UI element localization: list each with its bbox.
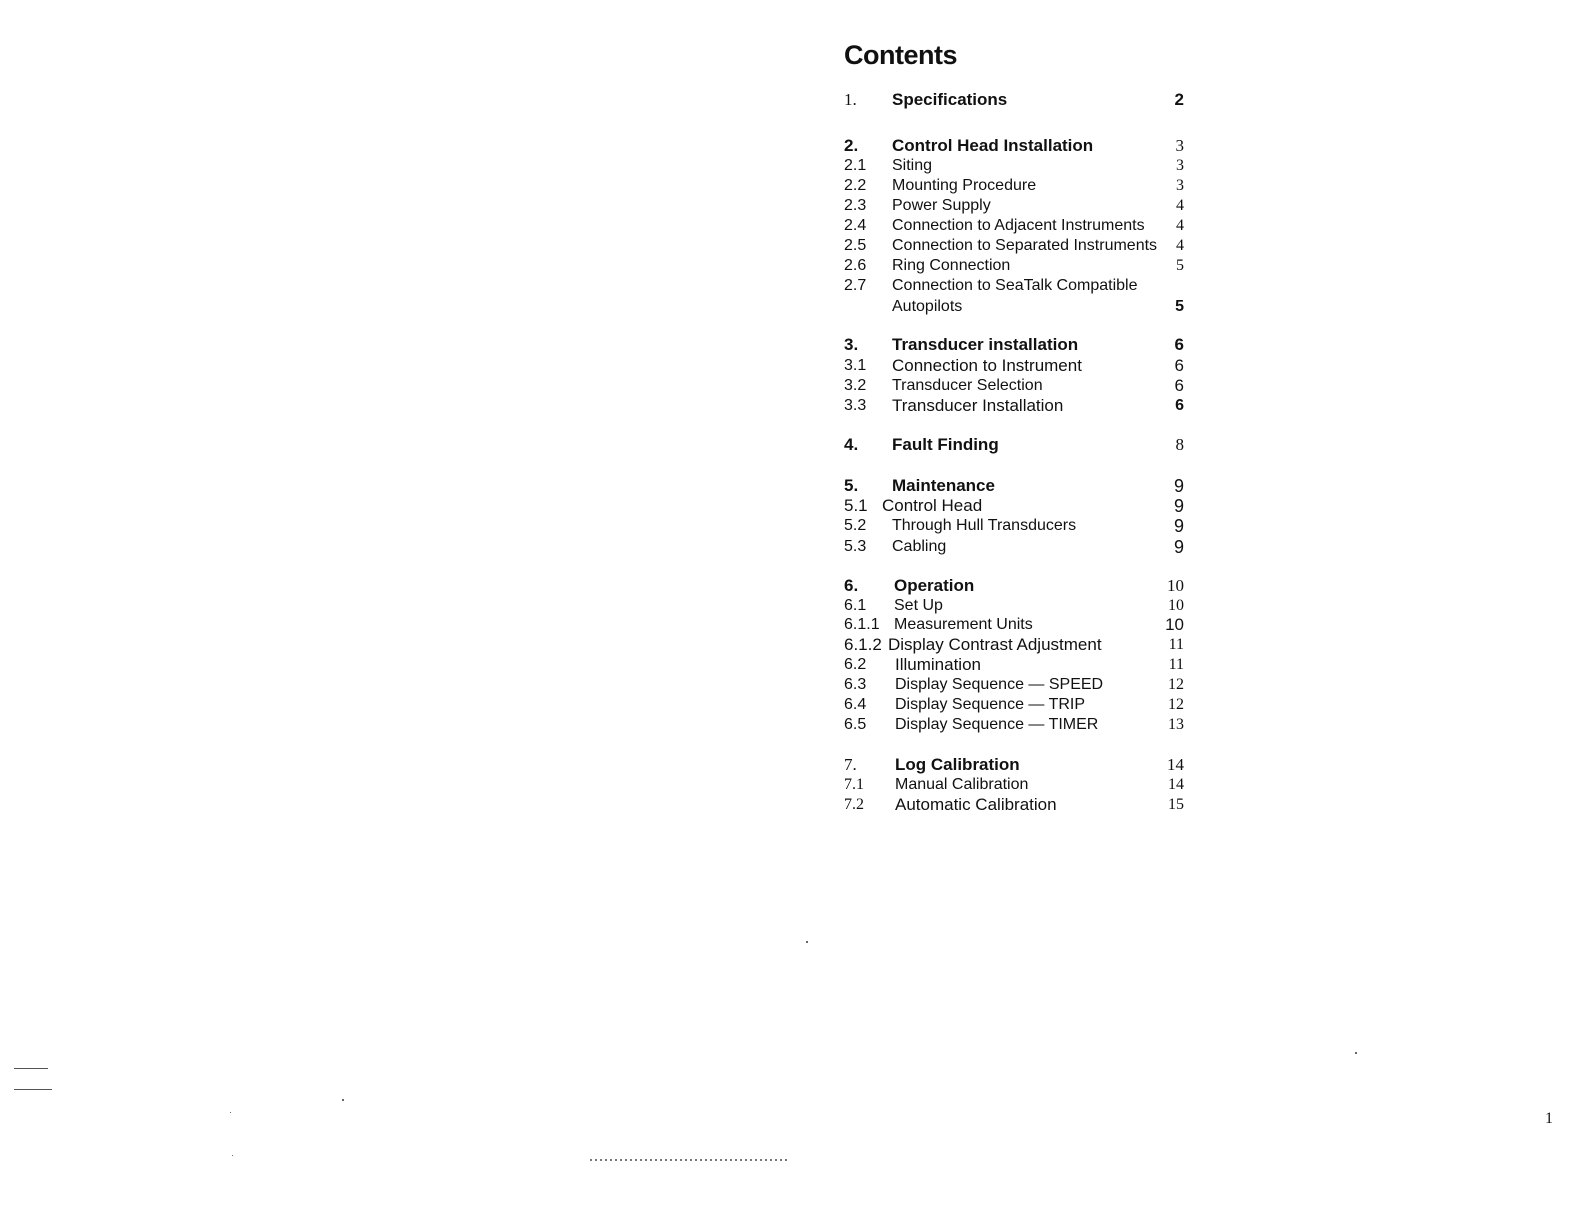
toc-entry-page: 14 [1168,776,1184,793]
toc-entry-page: 10 [1167,576,1184,595]
toc-entry-title: Set Up [894,597,943,614]
toc-entry-title: Automatic Calibration [895,795,1057,814]
toc-entry-title: Connection to SeaTalk Compatible [892,277,1138,294]
toc-entry-seatalk-connection [844,276,1184,296]
toc-entry-connection-to-instrument [844,356,1184,376]
toc-entry-number: 7.2 [844,796,864,813]
toc-entry-title: Operation [894,576,975,595]
toc-entry-title: Mounting Procedure [892,177,1037,194]
toc-entry-control-head [844,496,1184,516]
toc-entry-separated-instruments [844,236,1184,256]
toc-entry-page: 4 [1176,237,1184,254]
toc-entry-title: Fault Finding [892,435,999,454]
toc-entry-title: Transducer Selection [892,377,1043,394]
toc-entry-cabling [844,537,1184,557]
toc-entry-display-sequence-speed [844,675,1184,695]
page-number: 1 [1545,1110,1553,1127]
toc-entry-page: 3 [1176,157,1184,174]
toc-entry-title: Autopilots [892,298,963,315]
toc-entry-title: Transducer Installation [892,396,1064,415]
toc-entry-number: 6.1 [844,597,867,614]
toc-entry-page: 10 [1168,597,1184,614]
toc-entry-number: 2.7 [844,277,867,294]
toc-entry-number: 6.1.2 [844,635,882,654]
toc-entry-title: Cabling [892,538,947,555]
toc-entry-title: Manual Calibration [895,776,1029,793]
toc-entry-ring-connection [844,256,1184,276]
toc-entry-page: 9 [1173,516,1184,536]
toc-entry-title: Display Sequence — SPEED [895,676,1104,693]
toc-entry-fault-finding [844,435,1184,455]
toc-entry-page: 8 [1175,435,1184,454]
toc-entry-number: 6.3 [844,676,867,693]
toc-entry-number: 3. [844,335,859,354]
toc-entry-log-calibration [844,755,1184,775]
toc-entry-page: 9 [1173,476,1184,496]
toc-entry-title: Connection to Adjacent Instruments [892,217,1145,234]
toc-entry-title: Connection to Separated Instruments [892,237,1158,254]
toc-entry-number: 6. [844,576,859,595]
toc-entry-page: 9 [1173,537,1184,557]
toc-entry-number: 7.1 [844,776,864,793]
toc-entry-number: 2.3 [844,197,867,214]
toc-entry-title: Transducer installation [892,335,1079,354]
scan-artifact-dot [342,1099,344,1101]
toc-entry-page: 5 [1175,298,1184,315]
toc-entry-title: Through Hull Transducers [892,517,1077,534]
toc-entry-page: 3 [1176,177,1184,194]
toc-entry-number: 7. [844,755,857,774]
toc-entry-control-head-installation [844,136,1184,156]
toc-entry-title: Log Calibration [895,755,1020,774]
toc-entry-number: 6.4 [844,696,867,713]
toc-entry-page: 4 [1176,217,1184,234]
toc-entry-transducer-installation-section [844,335,1184,355]
scan-artifact-dot [1355,1052,1357,1054]
toc-entry-page: 3 [1175,136,1184,155]
toc-entry-through-hull-transducers [844,516,1184,536]
toc-entry-maintenance [844,476,1184,496]
scan-artifact-line [14,1089,52,1090]
scan-artifact-dot [230,1112,231,1113]
toc-entry-transducer-selection [844,376,1184,396]
toc-entry-number: 3.1 [844,357,867,374]
toc-entry-number: 2.1 [844,157,867,174]
scan-artifact-dot [806,941,808,943]
toc-entry-title: Connection to Instrument [892,356,1082,375]
toc-entry-number: 4. [844,435,859,454]
scan-artifact-strip [590,1159,790,1161]
toc-entry-mounting-procedure [844,176,1184,196]
toc-entry-page: 12 [1168,676,1184,693]
toc-entry-display-sequence-trip [844,695,1184,715]
toc-entry-number: 5.2 [844,517,867,534]
toc-entry-page: 4 [1176,197,1184,214]
toc-entry-number: 2.2 [844,177,867,194]
toc-entry-title: Display Sequence — TIMER [895,716,1099,733]
toc-entry-number: 2. [844,136,859,155]
toc-entry-measurement-units [844,615,1184,635]
toc-entry-manual-calibration [844,775,1184,795]
toc-entry-title: Maintenance [892,476,995,495]
toc-entry-page: 6 [1175,397,1184,414]
toc-entry-page: 5 [1176,257,1184,274]
toc-entry-display-sequence-timer [844,715,1184,735]
toc-entry-page: 14 [1167,755,1184,774]
toc-entry-title: Ring Connection [892,257,1011,274]
toc-entry-number: 5.3 [844,538,867,555]
toc-entry-number: 5. [844,476,859,495]
toc-entry-page: 10 [1165,615,1184,634]
toc-entry-page: 9 [1173,496,1184,516]
toc-entry-number: 2.5 [844,237,867,254]
toc-entry-set-up [844,596,1184,616]
toc-entry-title: Control Head [882,496,983,515]
toc-entry-page: 6 [1174,335,1184,354]
toc-entry-title: Display Sequence — TRIP [895,696,1086,713]
toc-entry-adjacent-instruments [844,216,1184,236]
toc-entry-title: Siting [892,157,933,174]
toc-entry-page: 2 [1174,90,1184,109]
toc-entry-page: 11 [1168,656,1184,673]
toc-entry-page: 6 [1174,356,1184,375]
toc-entry-power-supply [844,196,1184,216]
scan-artifact-dot [232,1155,233,1156]
toc-entry-number: 6.5 [844,716,867,733]
toc-entry-title: Control Head Installation [892,136,1094,155]
toc-entry-number: 3.2 [844,377,867,394]
toc-entry-autopilots [844,297,1184,317]
toc-entry-number: 1. [844,90,857,109]
toc-entry-page: 13 [1168,716,1184,733]
toc-entry-number: 6.2 [844,656,867,673]
toc-entry-number: 2.6 [844,257,867,274]
toc-entry-transducer-installation [844,396,1184,416]
toc-entry-page: 15 [1168,796,1184,813]
page-title: Contents [844,40,957,70]
scan-artifact-line [14,1068,48,1069]
toc-entry-specifications [844,90,1184,110]
toc-entry-page: 12 [1168,696,1184,713]
toc-entry-title: Specifications [892,90,1008,109]
toc-entry-number: 2.4 [844,217,867,234]
toc-entry-illumination [844,655,1184,675]
toc-entry-operation [844,576,1184,596]
toc-entry-title: Display Contrast Adjustment [888,635,1102,654]
toc-entry-number: 3.3 [844,397,867,414]
toc-entry-number: 5.1 [844,496,868,515]
toc-entry-title: Illumination [895,655,981,674]
toc-entry-page: 11 [1168,636,1184,653]
toc-entry-display-contrast [844,635,1184,655]
toc-entry-title: Measurement Units [894,616,1033,633]
toc-entry-page: 6 [1174,376,1184,395]
toc-entry-siting [844,156,1184,176]
toc-entry-automatic-calibration [844,795,1184,815]
toc-entry-title: Power Supply [892,197,991,214]
toc-entry-number: 6.1.1 [844,616,880,633]
